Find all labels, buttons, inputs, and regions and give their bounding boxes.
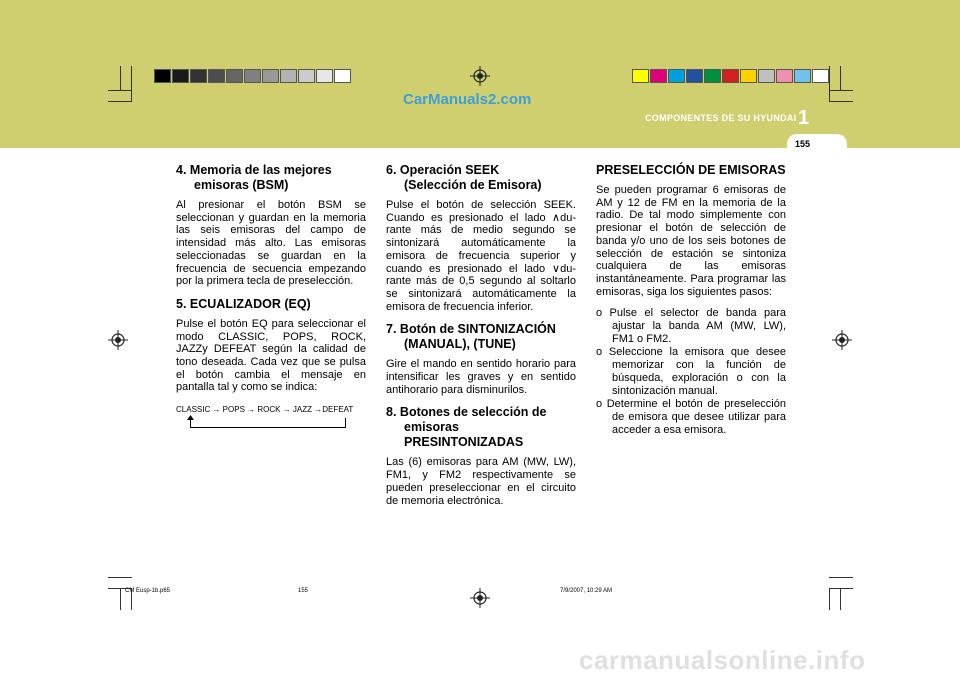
color-swatch	[244, 69, 261, 83]
color-swatch	[812, 69, 829, 83]
color-swatch	[262, 69, 279, 83]
crop-mark	[829, 588, 830, 610]
watermark: CarManuals2.com	[403, 91, 532, 108]
crop-mark	[108, 101, 132, 102]
color-swatch	[758, 69, 775, 83]
steps-list	[596, 307, 786, 436]
crop-mark	[829, 101, 853, 102]
heading-bsm: 4. Memoria de las mejores emisoras (BSM)	[176, 163, 332, 192]
heading-seek: 6. Operación SEEK (Selección de Emisora)	[386, 163, 542, 192]
color-swatch	[704, 69, 721, 83]
footer-page: 155	[298, 588, 309, 594]
color-swatch	[722, 69, 739, 83]
registration-mark-icon	[108, 330, 128, 350]
heading-preselection: PRESELECCIÓN DE EMISORAS	[596, 163, 786, 177]
paragraph-presets: Las (6) emisoras para AM (MW, LW), FM1, y FM2 respectivamente se pueden preseleccionar en el circuito de memoria electrónica.	[386, 456, 576, 507]
color-swatch	[316, 69, 333, 83]
registration-mark-icon	[470, 588, 490, 608]
color-swatch	[650, 69, 667, 83]
color-swatch	[280, 69, 297, 83]
color-swatches	[632, 69, 830, 83]
paragraph-seek: Pulse el botón de selección SEEK. Cuando es presionado el lado ∧du-rante más de medio segundo se sintonizará automáticamente la emisora de frecuencia superior y cuando es presionado el lado ∨du-rante más de 0,5 segundo al soltarlo se sintonizará automáticamente la emisora de frecuencia inferior.	[386, 199, 576, 313]
eq-mode-chain: CLASSIC → POPS → ROCK → JAZZ →DEFEAT	[176, 405, 354, 414]
color-swatch	[632, 69, 649, 83]
section-title: COMPONENTES DE SU HYUNDAI	[645, 113, 797, 123]
color-swatch	[208, 69, 225, 83]
column-3	[596, 163, 786, 437]
page-number: 155	[795, 139, 811, 149]
color-swatch	[686, 69, 703, 83]
crop-mark	[829, 588, 853, 589]
crop-mark	[829, 577, 853, 578]
paragraph-tune: Gire el mando en sentido horario para intensificar les graves y en sentido antihorario para disminurilos.	[386, 358, 576, 396]
color-swatch	[740, 69, 757, 83]
registration-mark-icon	[832, 330, 852, 350]
heading-eq: 5. ECUALIZADOR (EQ)	[176, 296, 311, 311]
color-swatch	[154, 69, 171, 83]
color-swatch	[668, 69, 685, 83]
crop-mark	[131, 66, 132, 102]
list-item: o Determine el botón de preselección de emisora que desee utilizar para acceder a esa emisora.	[596, 398, 786, 436]
footer-date: 7/9/2007, 10:29 AM	[560, 588, 613, 594]
eq-loop-line	[190, 427, 346, 428]
heading-presets: 8. Botones de selección de emisoras PRESINTONIZADAS	[386, 405, 547, 450]
seek-down-icon: ∨	[552, 262, 561, 275]
crop-mark	[840, 588, 841, 610]
color-swatch	[226, 69, 243, 83]
seek-up-icon: ∧	[552, 211, 561, 224]
color-swatch	[334, 69, 351, 83]
chapter-number: 1	[798, 107, 810, 129]
site-watermark: carmanualsonline.info	[579, 645, 866, 675]
eq-loop-line	[345, 418, 346, 428]
arrow-up-icon	[187, 415, 194, 420]
footer-file: CM Eusp-1b.p65	[125, 588, 171, 594]
crop-mark	[108, 577, 132, 578]
registration-mark-icon	[470, 66, 490, 86]
color-swatch	[172, 69, 189, 83]
color-swatch	[776, 69, 793, 83]
column-1	[176, 163, 366, 403]
crop-mark	[829, 90, 853, 91]
list-item: o Seleccione la emisora que desee memorizar con la función de búsqueda, exploración o con la sintonización manual.	[596, 346, 786, 397]
crop-mark	[120, 588, 121, 610]
list-item: o Pulse el selector de banda para ajustar la banda AM (MW, LW), FM1 o FM2.	[596, 307, 786, 345]
color-swatch	[190, 69, 207, 83]
crop-mark	[840, 66, 841, 90]
heading-tune: 7. Botón de SINTONIZACIÓN (MANUAL), (TUNE)	[386, 322, 556, 352]
crop-mark	[120, 66, 121, 90]
crop-mark	[108, 90, 132, 91]
grayscale-swatches	[154, 69, 352, 83]
paragraph-preselection: Se pueden programar 6 emisoras de AM y 12 de FM en la memoria de la radio. De tal modo simplemente con presionar el botón de selección de banda y/o uno de los seis botones de selección de estación se sintoniza cualquiera de las emisoras instantáneamente. Para programar las emisoras, siga los siguientes pasos:	[596, 184, 786, 298]
paragraph-eq: Pulse el botón EQ para seleccionar el modo CLASSIC, POPS, ROCK, JAZZy DEFEAT según la calidad de tono deseada. Cada vez que se pulsa el botón cambia el mensaje en pantalla tal y como se indica:	[176, 317, 366, 394]
paragraph-bsm: Al presionar el botón BSM se seleccionan y guardan en la memoria las seis emisoras del campo de intensidad más alto. Las emisoras seleccionadas se guardan en la frecuencia de secuencia empezando por la primera tecla de preselección.	[176, 199, 366, 288]
color-swatch	[794, 69, 811, 83]
column-2	[386, 163, 576, 516]
color-swatch	[298, 69, 315, 83]
